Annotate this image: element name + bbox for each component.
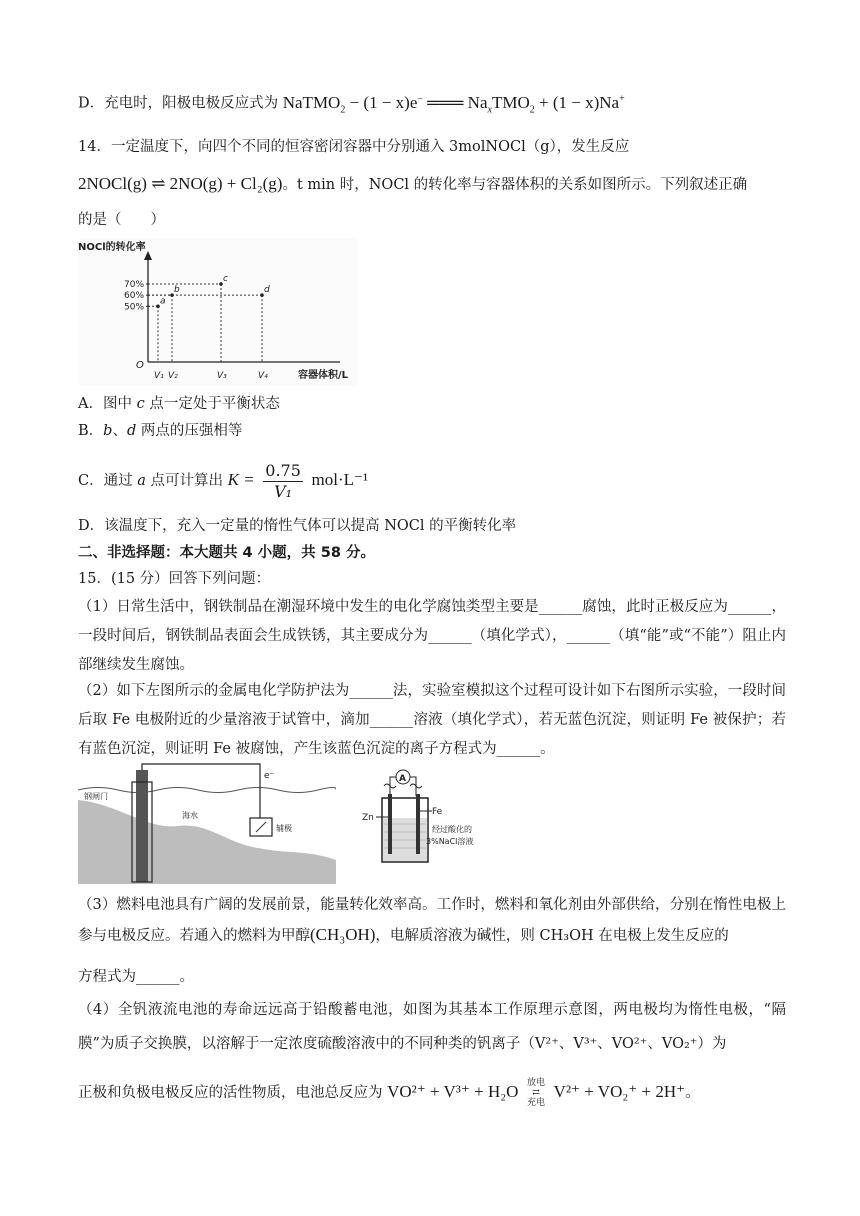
fe-label: Fe	[432, 807, 443, 817]
q15-head: 15．(15 分）回答下列问题：	[78, 571, 271, 587]
q14-option-c: C．通过 a 点可计算出 K = $\frac{0.75}{\text{V₁}}$ mol·L⁻¹	[78, 460, 369, 501]
q14-stem-line2	[78, 174, 747, 195]
q15-part4: （4）全钒液流电池的寿命远远高于铅酸蓄电池，如图为其基本工作原理示意图，两电极均为惰性电极，“隔膜”为质子交换膜，以溶解于一定浓度硫酸溶液中的不同种类的钒离子（V²⁺、V³⁺、VO²⁺、VO₂⁺）为	[78, 1002, 786, 1052]
gate-label: 钢闸门	[84, 792, 108, 801]
seawater-label: 海水	[182, 811, 198, 820]
conversion-chart	[78, 238, 358, 386]
svg-text:A: A	[399, 774, 406, 784]
q15-part1: （1）日常生活中，钢铁制品在潮湿环境中发生的电化学腐蚀类型主要是______腐蚀，此时正极反应为______，一段时间后，钢铁制品表面会生成铁锈，其主要成分为______（填化学式），______（填“能”或“不能”）阻止内部继续发生腐蚀。	[78, 599, 786, 673]
electron-label: e⁻	[264, 771, 275, 781]
solution-label-1: 经过酸化的	[432, 825, 472, 834]
q14-option-d: D．该温度下，充入一定量的惰性气体可以提高 NOCl 的平衡转化率	[78, 518, 517, 534]
q14-stem-line2-text: 。t min 时，NOCl 的转化率与容器体积的关系如图所示。下列叙述正确	[282, 177, 748, 193]
fe-electrode	[416, 794, 420, 854]
point-label-b: b	[174, 285, 180, 296]
electrode-label: 辅极	[276, 824, 292, 833]
conversion-chart-svg	[78, 238, 358, 386]
x-tick-label: V₄	[258, 371, 268, 381]
point-label-d: d	[264, 285, 270, 296]
zn-electrode	[388, 794, 392, 854]
y-tick-label: 50%	[124, 302, 145, 313]
section-2-title: 二、非选择题：本大题共 4 小题，共 58 分。	[78, 545, 375, 561]
point-label-a: a	[160, 296, 166, 307]
zn-label: Zn	[362, 813, 374, 823]
q15-part2: （2）如下左图所示的金属电化学防护法为______法，实验室模拟这个过程可设计如下右图所示实验，一段时间后取 Fe 电极附近的少量溶液于试管中，滴加______溶液（填化学式），若无蓝色沉淀，则证明 Fe 被保护；若有蓝色沉淀，则证明 Fe 被腐蚀，产生该蓝色沉淀的离子方程式为______。	[78, 683, 786, 757]
k-fraction: $\frac{0.75}{\text{V₁}}$	[265, 460, 301, 501]
electrolysis-figure	[354, 768, 494, 868]
q15-part3: （3）燃料电池具有广阔的发展前景，能量转化效率高。工作时，燃料和氧化剂由外部供给，分别在惰性电极上参与电极反应。若通入的燃料为甲醇(CH₃OH)，电解质溶液为碱性，则 CH₃OH 在电极上发生反应的	[78, 897, 786, 944]
point-label-c: c	[223, 274, 228, 284]
x-tick-label: V₂	[168, 371, 178, 381]
q13-option-d	[78, 89, 625, 120]
q13-option-d-equation: NaTMO$_2$ − (1 − x)e− ═══ $Na_xTMO_2 + (1 - x)Na^+$	[282, 92, 625, 116]
y-tick-label: 70%	[124, 280, 145, 290]
reaction-arrow: 放电 ⇄ 充电	[527, 1078, 546, 1108]
solution-label-2: 3%NaCl溶液	[426, 837, 474, 846]
origin-label: O	[136, 360, 144, 371]
q13-option-d-text: D．充电时，阳极电极反应式为	[78, 95, 279, 112]
q14-stem-line1: 14．一定温度下，向四个不同的恒容密闭容器中分别通入 3molNOCl（g），发生反应	[78, 139, 630, 155]
chart-xlabel: 容器体积/L	[298, 370, 349, 381]
y-tick-label: 60%	[124, 291, 145, 302]
sluice-gate-figure	[78, 760, 336, 884]
q14-stem-line3: 的是（ ）	[78, 212, 165, 228]
q14-option-b: B．b、d 两点的压强相等	[78, 423, 243, 439]
chart-ylabel: NOCl的转化率	[78, 242, 146, 253]
x-tick-label: V₃	[217, 371, 227, 381]
q14-equation: 2NOCl(g) ⇌ 2NO(g) + Cl₂(g)	[78, 174, 283, 193]
q15-part4-equation-line: 正极和负极电极反应的活性物质，电池总反应为 VO²⁺ + V³⁺ + H₂O 放电 ⇄ 充电 V²⁺ + VO₂⁺ + 2H⁺。	[78, 1078, 700, 1108]
x-tick-label: V₁	[154, 371, 164, 381]
q15-part3-end: 方程式为______。	[78, 969, 194, 985]
steel-gate	[136, 770, 148, 882]
q14-option-a: A．图中 c 点一定处于平衡状态	[78, 396, 280, 412]
